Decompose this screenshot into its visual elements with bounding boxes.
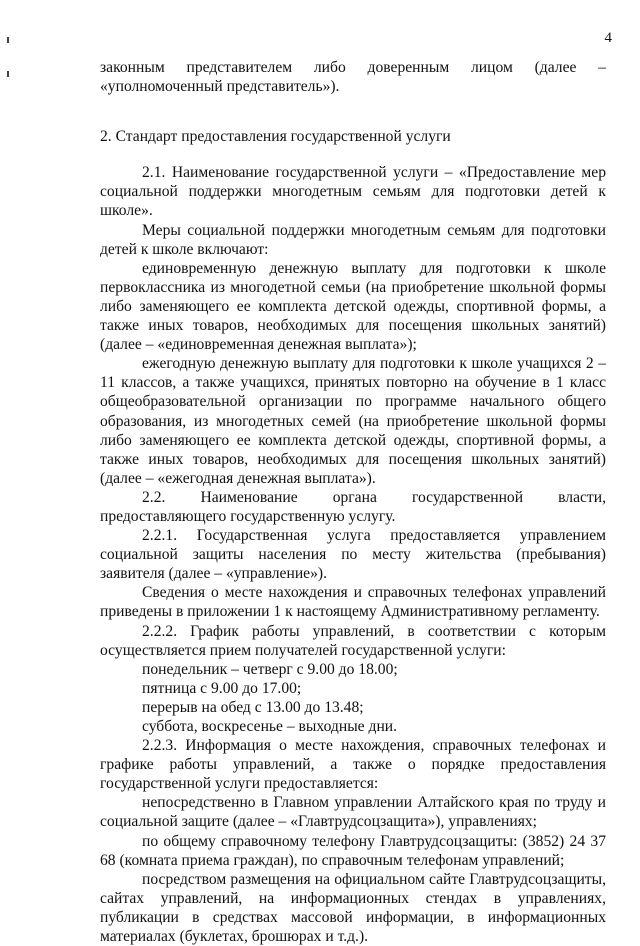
schedule-item: суббота, воскресенье – выходные дни. <box>142 718 398 735</box>
document-body <box>100 58 606 946</box>
paragraph: 2.2.2. График работы управлений, в соответствии с которым осуществляется прием получателей государственной услуги: <box>100 622 606 659</box>
paragraph: по общему справочному телефону Главтрудсоцзащиты: (3852) 24 37 68 (комната приема граждан), по справочным телефонам управлений; <box>100 832 606 869</box>
margin-mark <box>7 71 9 77</box>
paragraph: непосредственно в Главном управлении Алтайского края по труду и социальной защите (далее – «Главтрудсоцзащита»), управлениях; <box>100 794 606 831</box>
paragraph: единовременную денежную выплату для подготовки к школе первоклассника из многодетной семьи (на приобретение школьной формы либо заменяющего ее комплекта детской одежды, спортивной формы, а также иных товаров, необходимых для посещения школьных занятий) (далее – «единовременная денежная выплата»); <box>100 259 606 354</box>
paragraph: 2.2.1. Государственная услуга предоставляется управлением социальной защиты населения по месту жительства (пребывания) заявителя (далее – «управление»). <box>100 527 606 583</box>
paragraph: 2.2.3. Информация о месте нахождения, справочных телефонах и графике работы управлений, а также о порядке предоставления государственной услуги предоставляется: <box>100 737 606 793</box>
page-number: 4 <box>604 30 612 46</box>
paragraph: законным представителем либо доверенным лицом (далее – «уполномоченный представитель»). <box>100 59 606 96</box>
section-heading: 2. Стандарт предоставления государственной услуги <box>100 128 451 146</box>
schedule-item: понедельник – четверг с 9.00 до 18.00; <box>142 660 398 678</box>
paragraph: Сведения о месте нахождения и справочных телефонах управлений приведены в приложении 1 к настоящему Административному регламенту. <box>100 584 606 621</box>
paragraph: посредством размещения на официальном сайте Главтрудсоцзащиты, сайтах управлений, на информационных стендах в управлениях, публикации в средствах массовой информации, в информационных материалах (буклетах, брошюрах и т.д.). <box>100 870 606 946</box>
paragraph: 2.1. Наименование государственной услуги – «Предоставление мер социальной поддержки многодетным семьям для подготовки детей к школе». <box>100 164 606 220</box>
schedule-item: пятница с 9.00 до 17.00; <box>142 679 302 697</box>
margin-mark <box>7 37 9 43</box>
schedule-item: перерыв на обед с 13.00 до 13.48; <box>142 698 364 716</box>
paragraph: Меры социальной поддержки многодетным семьям для подготовки детей к школе включают: <box>100 221 606 258</box>
paragraph: ежегодную денежную выплату для подготовки к школе учащихся 2 – 11 классов, а также учащихся, принятых повторно на обучение в 1 класс общеобразовательной организации по программе начального общего образования, из многодетных семей (на приобретение школьной формы либо заменяющего ее комплекта детской одежды, спортивной формы, а также иных товаров, необходимых для посещения школьных занятий) (далее – «ежегодная денежная выплата»). <box>100 355 606 487</box>
paragraph: 2.2. Наименование органа государственной власти, предоставляющего государственную услугу. <box>100 488 606 525</box>
